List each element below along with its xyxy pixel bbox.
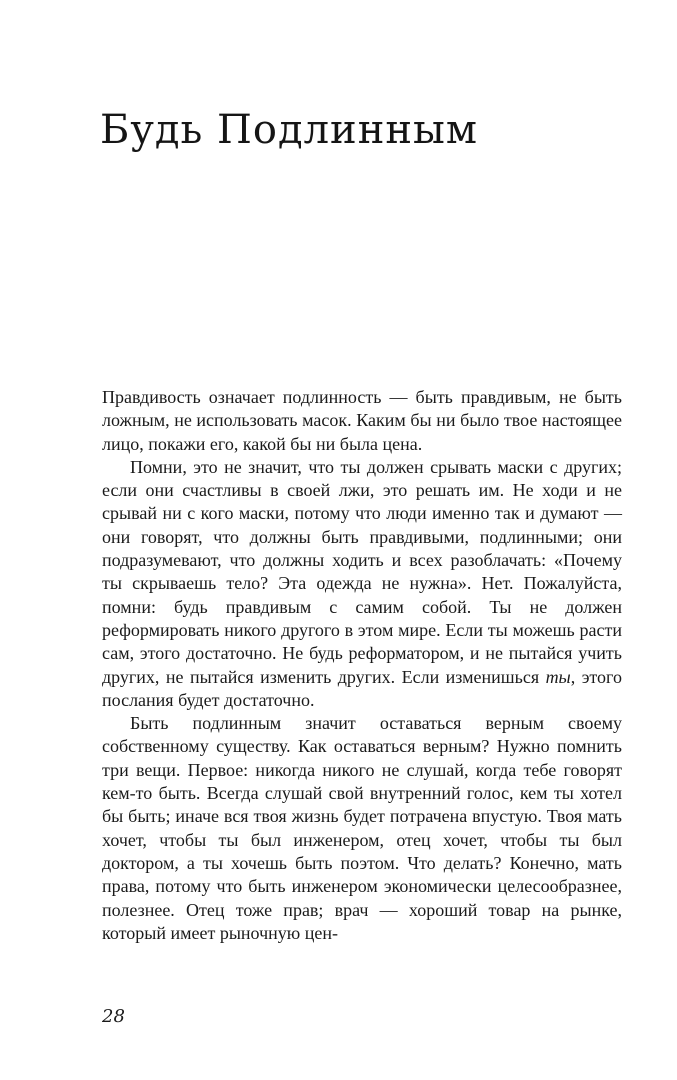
- chapter-title: Будь Подлинным: [100, 107, 478, 153]
- paragraph-2-ending: , этого послания будет достаточно.: [102, 666, 622, 710]
- paragraph-3: Быть подлинным значит оставаться верным своему собственному существу. Как оставаться верным? Нужно помнить три вещи. Первое: никогда никого не слушай, когда тебе говорят кем-то быть. Всегда слушай свой внутренний голос, кем ты хотел бы быть; иначе вся твоя жизнь будет потрачена впустую. Твоя мать хочет, чтобы ты был инженером, отец хочет, чтобы ты был доктором, а ты хочешь быть поэтом. Что делать? Конечно, мать права, потому что быть инженером экономически целесообразнее, полезнее. Отец тоже прав; врач — хороший товар на рынке, который имеет рыночную цен-: [102, 713, 622, 943]
- body-text: [102, 386, 622, 945]
- paragraph-2: [102, 456, 622, 712]
- page-number: 28: [102, 1006, 125, 1027]
- paragraph-2-text: Помни, это не значит, что ты должен срывать маски с других; если они счастливы в своей лжи, это решать им. Не ходи и не срывай ни с кого маски, потому что люди именно так и думают — они говорят, что должны быть правдивыми, подлинными; они подразумевают, что должны ходить и всех разоблачать: «Почему ты скрываешь тело? Эта одежда не нужна». Нет. Пожалуйста, помни: будь правдивым с самим собой. Ты не должен реформировать никого другого в этом мире. Если ты можешь расти сам, этого достаточно. Не будь реформатором, и не пытайся учить других, не пытайся изменить других. Если изменишься: [102, 456, 622, 687]
- paragraph-1: Правдивость означает подлинность — быть правдивым, не быть ложным, не использовать масок. Каким бы ни было твое настоящее лицо, покажи его, какой бы ни была цена.: [102, 387, 622, 454]
- emphasis-word: ты: [545, 666, 571, 687]
